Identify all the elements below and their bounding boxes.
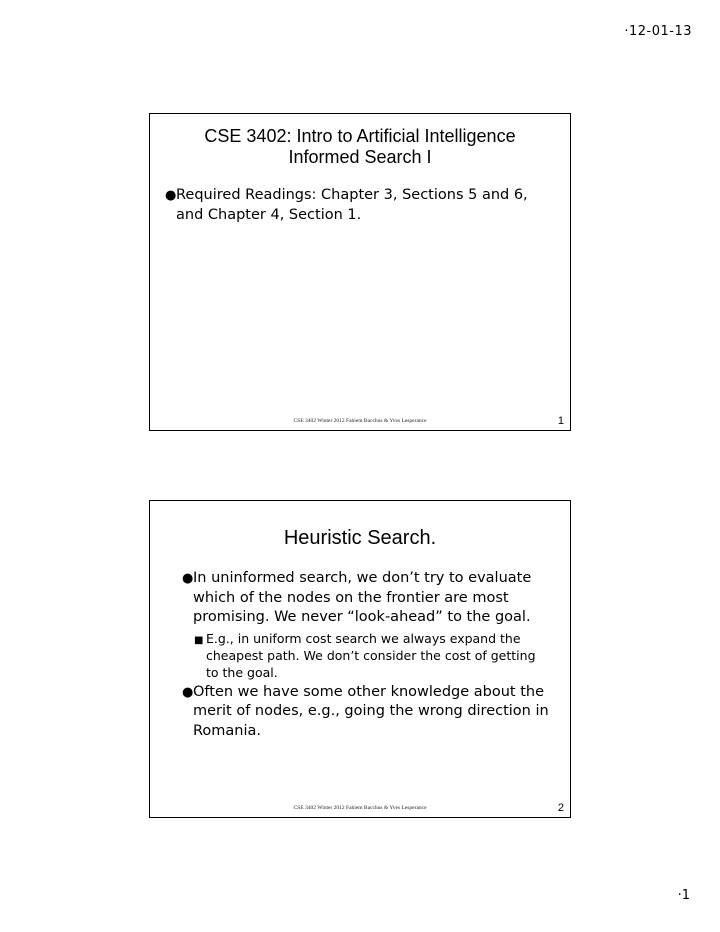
bullet-text: Often we have some other knowledge about the merit of nodes, e.g., going the wrong direction in Romania.	[193, 683, 549, 739]
square-bullet-icon: ■	[194, 634, 204, 646]
slide-title	[150, 126, 570, 168]
bullet-list	[150, 186, 570, 225]
title-line-2: Informed Search I	[288, 147, 432, 167]
page-date: ·12-01-13	[624, 24, 692, 39]
bullet-text: In uninformed search, we don’t try to evaluate which of the nodes on the frontier are most promising. We never “look-ahead” to the goal.	[193, 570, 532, 625]
bullet-dot-icon: ●	[165, 188, 177, 203]
bullet-item	[150, 683, 570, 742]
bullet-list	[150, 569, 570, 743]
slide-number: 2	[557, 802, 564, 814]
bullet-text: Required Readings: Chapter 3, Sections 5 and 6, and Chapter 4, Section 1.	[176, 187, 528, 223]
bullet-dot-icon: ●	[182, 684, 194, 700]
title-line-1: CSE 3402: Intro to Artificial Intelligence	[204, 126, 516, 146]
bullet-item	[150, 186, 570, 225]
slide-number: 1	[557, 415, 564, 427]
page-number: ·1	[677, 888, 690, 903]
sub-bullet-item	[150, 630, 570, 681]
bullet-item	[150, 569, 570, 628]
slide-footer: CSE 3402 Winter 2012 Fahiem Bacchus & Yves Lesperance	[293, 805, 427, 811]
slide-2	[149, 500, 571, 818]
sub-bullet-text: E.g., in uniform cost search we always expand the cheapest path. We don’t consider the cost of getting to the goal.	[206, 630, 536, 680]
bullet-dot-icon: ●	[182, 571, 194, 586]
slide-1	[149, 113, 571, 431]
slide-title: Heuristic Search.	[283, 527, 437, 549]
slide-footer: CSE 3402 Winter 2012 Fahiem Bacchus & Yves Lesperance	[293, 418, 427, 424]
